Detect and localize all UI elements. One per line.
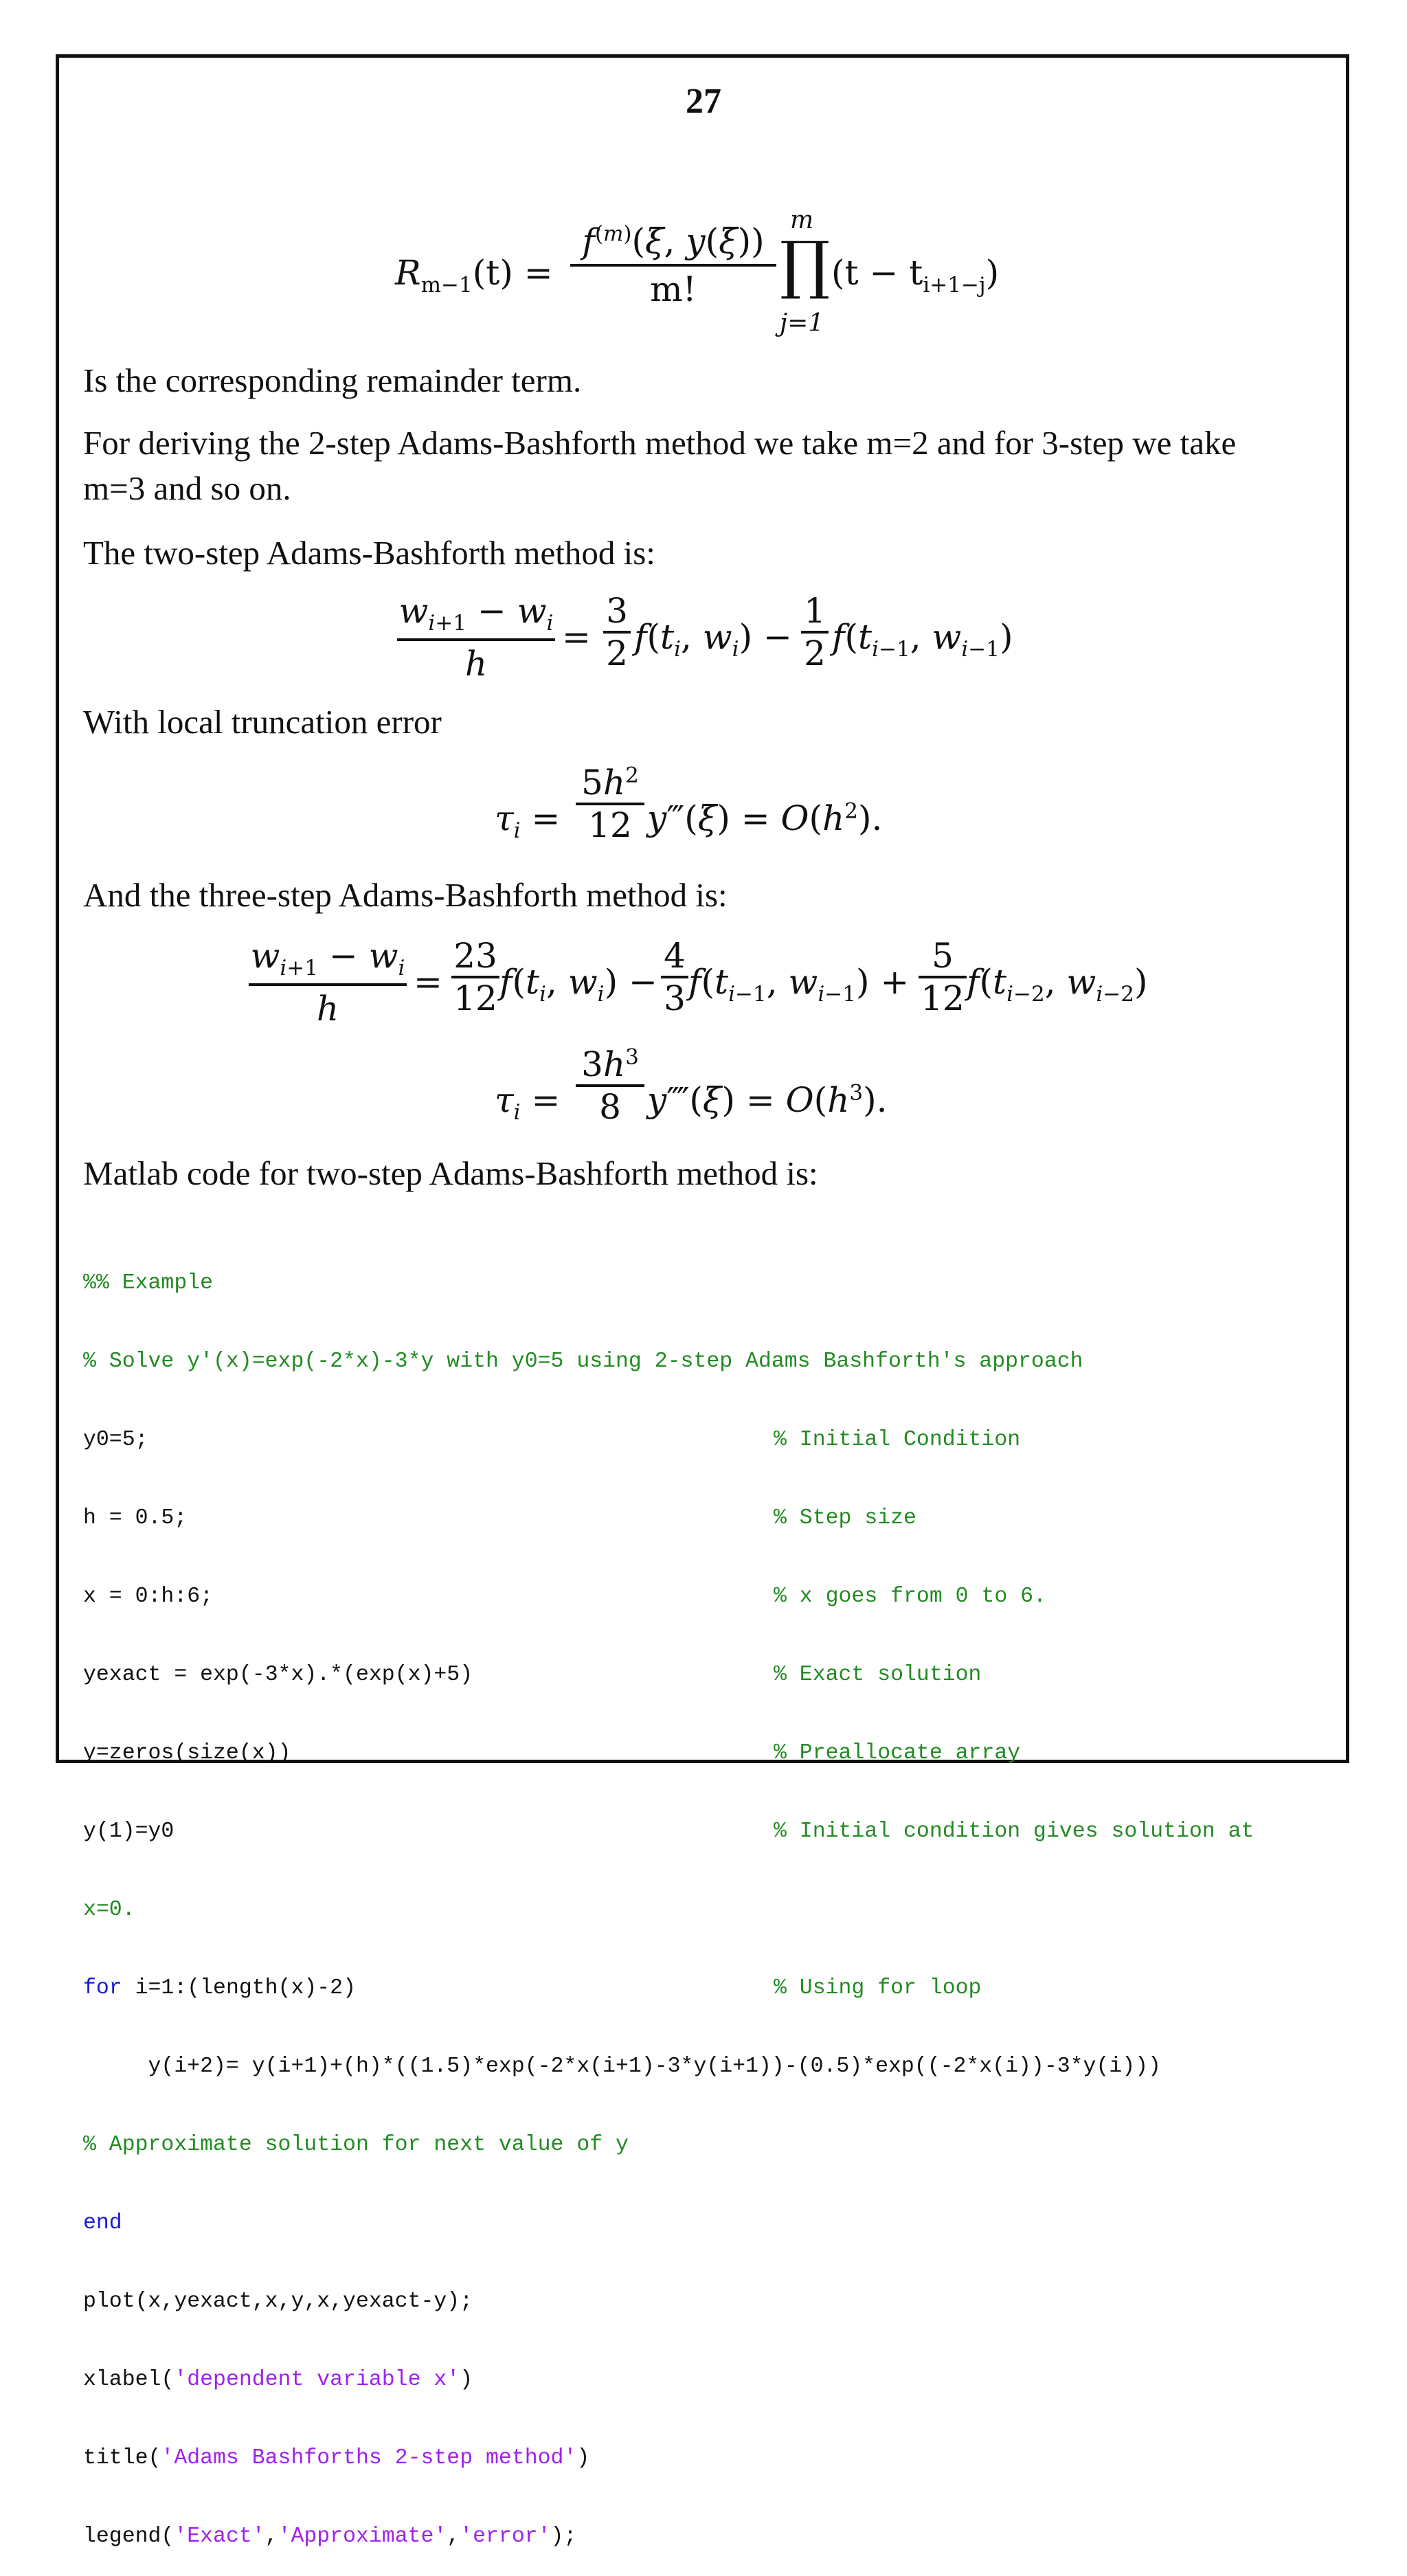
code-line: plot(x,yexact,x,y,x,yexact-y); xyxy=(83,2289,473,2314)
code-line: %% Example xyxy=(83,1271,214,1295)
paragraph-local-error: With local truncation error xyxy=(83,703,442,741)
code-line: % Approximate solution for next value of y xyxy=(83,2133,629,2157)
paragraph-three-step: And the three-step Adams-Bashforth method is: xyxy=(83,876,728,914)
code-line: end xyxy=(83,2211,122,2235)
product-upper-limit: m xyxy=(790,206,814,234)
code-line: x=0. xyxy=(83,1898,135,1922)
remainder-lhs: R xyxy=(395,253,421,293)
two-step-equation: $w_{i+1} - w_i$ h = 3 2 $f(t_i$, $w_i$) − 1 2 $f(t_{i-1}$, $w_{i-1}$) xyxy=(397,591,1015,687)
paragraph-matlab: Matlab code for two-step Adams-Bashforth method is: xyxy=(83,1154,818,1192)
code-line: yexact = exp(-3*x).*(exp(x)+5) % Exact solution xyxy=(83,1663,982,1687)
code-line: y(i+2)= y(i+1)+(h)*((1.5)*exp(-2*x(i+1)-3*y(i+1))-(0.5)*exp((-2*x(i))-3*y(i))) xyxy=(83,2054,1161,2079)
remainder-equation: $R_{m-1}(t)$ = $f^{(m)}(\xi$, y(ξ)) m! m ∏ j=1 $(t - t_{i+1-j})$ xyxy=(395,206,1000,337)
code-line: x = 0:h:6; % x goes from 0 to 6. xyxy=(83,1584,1046,1609)
paragraph-two-step: The two-step Adams-Bashforth method is: xyxy=(83,534,655,572)
code-line: xlabel('dependent variable x') xyxy=(83,2368,473,2392)
tau-three-step-equation: $\tau_i$ = $3h^3$ 8 y⁗(ξ) = $O(h^3)$. xyxy=(495,1044,888,1127)
code-line: h = 0.5; % Step size xyxy=(83,1506,916,1530)
remainder-denominator: m! xyxy=(650,269,697,309)
code-line: y=zeros(size(x)) % Preallocate array xyxy=(83,1741,1021,1765)
code-line: y0=5; % Initial Condition xyxy=(83,1428,1021,1452)
code-line: title('Adams Bashforths 2-step method') xyxy=(83,2446,590,2470)
code-line: for i=1:(length(x)-2) % Using for loop xyxy=(83,1976,982,2000)
page-number: 27 xyxy=(686,82,721,121)
paragraph-deriving: For deriving the 2-step Adams-Bashforth method we take m=2 and for 3-step we take m=3 and so on. xyxy=(83,424,1237,507)
three-step-equation: $w_{i+1} - w_i$ h = 23 12 $f(t_i$, $w_i$) − 4 3 $f(t_{i-1}$, $w_{i-1}$) + 5 12 $f(t_{i-2}$, $w_{i-2}$) xyxy=(249,936,1176,1032)
code-line: % Solve y'(x)=exp(-2*x)-3*y with y0=5 using 2-step Adams Bashforth's approach xyxy=(83,1349,1083,1374)
tau-two-step-equation: $\tau_i$ = $5h^2$ 12 y‴(ξ) = $O(h^2)$. xyxy=(495,763,883,845)
paragraph-remainder: Is the corresponding remainder term. xyxy=(83,361,582,399)
code-line: y(1)=y0 % Initial condition gives solution at xyxy=(83,1819,1254,1844)
code-line: legend('Exact','Approximate','error'); xyxy=(83,2524,577,2549)
matlab-code-block xyxy=(83,1218,1306,2576)
product-symbol: ∏ xyxy=(780,228,831,302)
product-lower-limit: j=1 xyxy=(780,309,824,337)
